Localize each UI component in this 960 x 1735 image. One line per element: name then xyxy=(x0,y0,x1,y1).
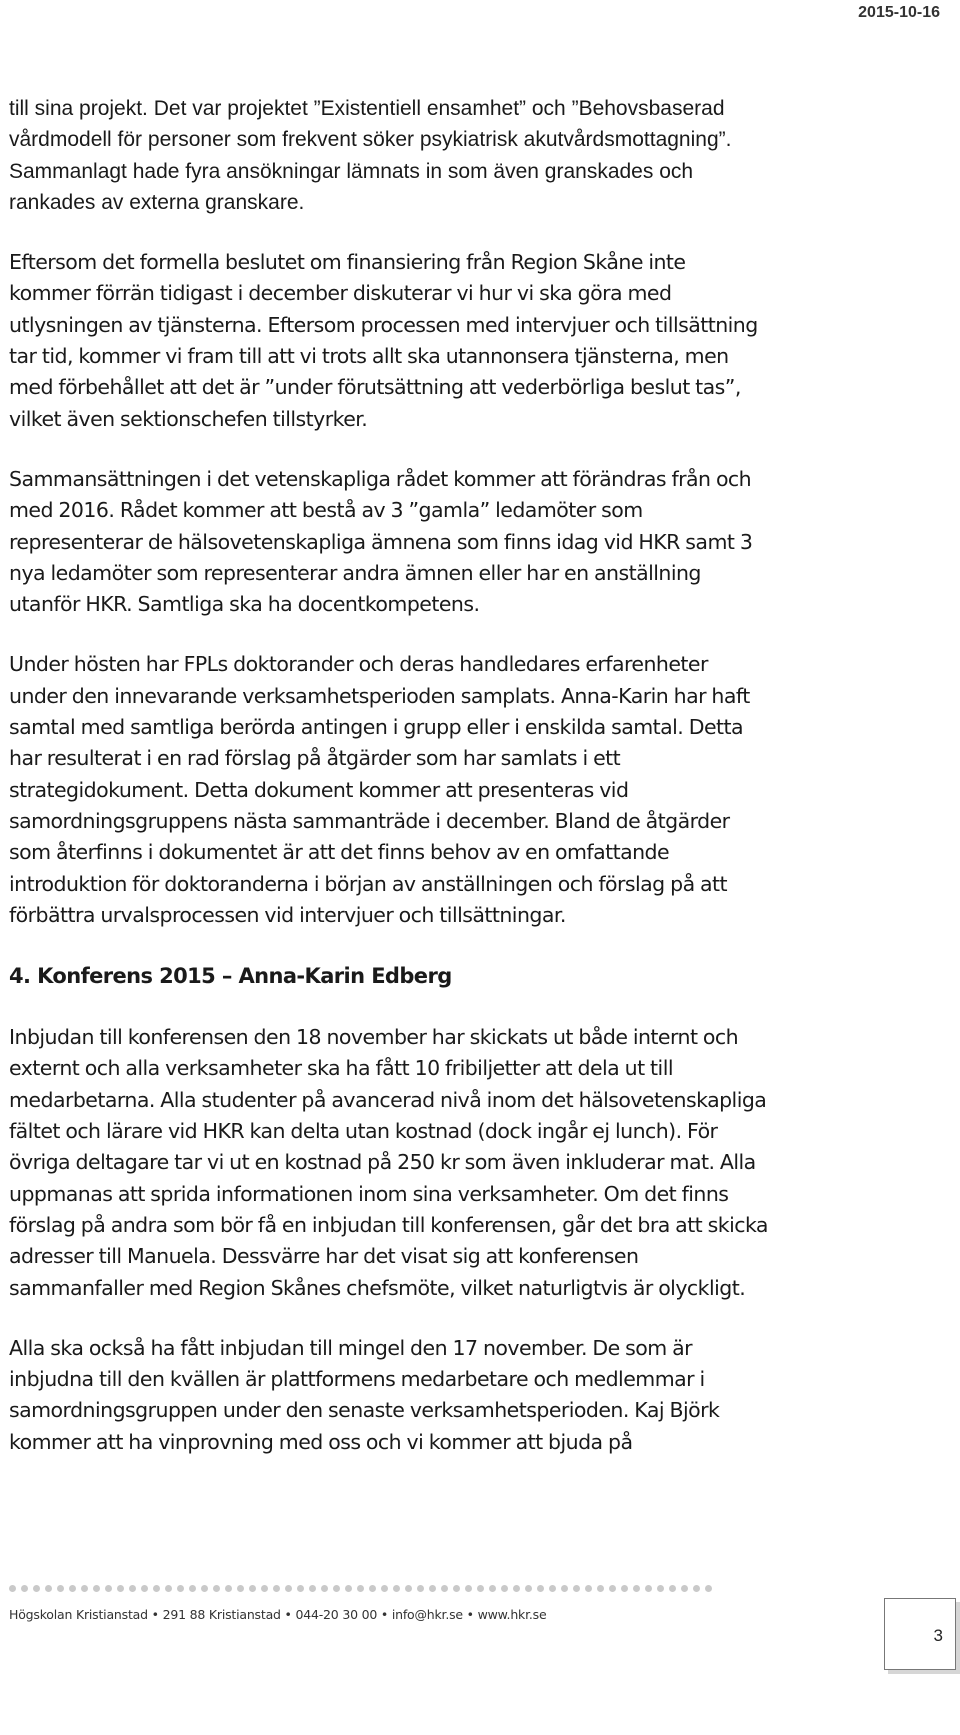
footer-dot xyxy=(105,1585,112,1592)
footer-dot xyxy=(429,1585,436,1592)
footer-dot-divider xyxy=(9,1585,712,1592)
paragraph-project-applications: till sina projekt. Det var projektet ”Existentiell ensamhet” och ”Behovsbaserad vårdmodell för personer som frekvent söker psykiatrisk akutvårdsmottagning”. Sammanlagt hade fyra ansökningar lämnats in som även granskades och rankades av externa granskare. xyxy=(9,97,732,214)
footer-dot xyxy=(357,1585,364,1592)
footer-dot xyxy=(525,1585,532,1592)
footer-dot xyxy=(201,1585,208,1592)
footer-dot xyxy=(249,1585,256,1592)
footer-dot xyxy=(693,1585,700,1592)
footer-dot xyxy=(657,1585,664,1592)
footer-dot xyxy=(273,1585,280,1592)
footer-dot xyxy=(669,1585,676,1592)
footer-dot xyxy=(261,1585,268,1592)
footer-dot xyxy=(381,1585,388,1592)
footer-dot xyxy=(57,1585,64,1592)
footer-dot xyxy=(153,1585,160,1592)
footer-address: Högskolan Kristianstad • 291 88 Kristianstad • 044-20 30 00 • info@hkr.se • www.hkr.se xyxy=(9,1607,547,1622)
footer-dot xyxy=(645,1585,652,1592)
paragraph-doctoral-students: Under hösten har FPLs doktorander och deras handledares erfarenheter under den innevarande verksamhetsperioden samplats. Anna-Karin har haft samtal med samtliga berörda antingen i grupp eller i enskilda samtal. Detta har resulterat i en rad förslag på åtgärder som har samlats i ett strategidokument. Detta dokument kommer att presenteras vid samordningsgruppens nästa sammanträde i december. Bland de åtgärder som återfinns i dokumentet är att det finns behov av en omfattande introduktion för doktoranderna i början av anställningen och förslag på att förbättra urvalsprocessen vid intervjuer och tillsättningar. xyxy=(9,652,750,927)
footer-dot xyxy=(441,1585,448,1592)
footer-dot xyxy=(177,1585,184,1592)
paragraph-scientific-council: Sammansättningen i det vetenskapliga rådet kommer att förändras från och med 2016. Rådet kommer att bestå av 3 ”gamla” ledamöter som representerar de hälsovetenskapliga ämnena som finns idag vid HKR samt 3 nya ledamöter som representerar andra ämnen eller har en anställning utanför HKR. Samtliga ska ha docentkompetens. xyxy=(9,466,753,617)
footer-dot xyxy=(345,1585,352,1592)
footer-dot xyxy=(333,1585,340,1592)
footer-dot xyxy=(285,1585,292,1592)
footer-dot xyxy=(417,1585,424,1592)
paragraph-conference-invitation: Inbjudan till konferensen den 18 november har skickats ut både internt och externt och alla verksamheter ska ha fått 10 fribiljetter att dela ut till medarbetarna. Alla studenter på avancerad nivå inom det hälsovetenskapliga fältet och lärare vid HKR kan delta utan kostnad (dock ingår ej lunch). För övriga deltagare tar vi ut en kostnad på 250 kr som även inkluderar mat. Alla uppmanas att sprida informationen inom sina verksamheter. Om det finns förslag på andra som bör få en inbjudan till konferensen, går det bra att skicka adresser till Manuela. Dessvärre har det visat sig att konferensen sammanfaller med Region Skånes chefsmöte, vilket naturligtvis är olyckligt. xyxy=(9,1025,768,1300)
footer-dot xyxy=(501,1585,508,1592)
footer-dot xyxy=(573,1585,580,1592)
footer-dot xyxy=(393,1585,400,1592)
footer-dot xyxy=(513,1585,520,1592)
paragraph-job-announcement: Eftersom det formella beslutet om finansiering från Region Skåne inte kommer förrän tidigast i december diskuterar vi hur vi ska göra med utlysningen av tjänsterna. Eftersom processen med intervjuer och tillsättning tar tid, kommer vi fram till att vi trots allt ska utannonsera tjänsterna, men med förbehållet att det är ”under förutsättning att vederbörliga beslut tas”, vilket även sektionschefen tillstyrker. xyxy=(9,250,758,431)
page-number: 3 xyxy=(933,1626,943,1645)
footer-dot xyxy=(225,1585,232,1592)
page-number-box xyxy=(884,1598,956,1670)
footer-dot xyxy=(309,1585,316,1592)
footer-dot xyxy=(561,1585,568,1592)
section-heading-conference: 4. Konferens 2015 – Anna-Karin Edberg xyxy=(9,964,452,989)
document-body xyxy=(9,93,769,1487)
footer-dot xyxy=(21,1585,28,1592)
footer-dot xyxy=(633,1585,640,1592)
footer-dot xyxy=(45,1585,52,1592)
footer-dot xyxy=(369,1585,376,1592)
footer-dot xyxy=(189,1585,196,1592)
footer-dot xyxy=(621,1585,628,1592)
footer-dot xyxy=(141,1585,148,1592)
footer-dot xyxy=(297,1585,304,1592)
footer-dot xyxy=(681,1585,688,1592)
footer-dot xyxy=(597,1585,604,1592)
footer-dot xyxy=(489,1585,496,1592)
footer-dot xyxy=(69,1585,76,1592)
footer-dot xyxy=(477,1585,484,1592)
footer-dot xyxy=(705,1585,712,1592)
paragraph-mingle-invitation: Alla ska också ha fått inbjudan till mingel den 17 november. De som är inbjudna till den kvällen är plattformens medarbetare och medlemmar i samordningsgruppen under den senaste verksamhetsperioden. Kaj Björk kommer att ha vinprovning med oss och vi kommer att bjuda på xyxy=(9,1335,720,1454)
footer-dot xyxy=(237,1585,244,1592)
footer-dot xyxy=(585,1585,592,1592)
footer-dot xyxy=(609,1585,616,1592)
footer-dot xyxy=(117,1585,124,1592)
footer-dot xyxy=(213,1585,220,1592)
footer-dot xyxy=(33,1585,40,1592)
footer-dot xyxy=(81,1585,88,1592)
document-date: 2015-10-16 xyxy=(858,4,940,21)
footer-dot xyxy=(549,1585,556,1592)
footer-dot xyxy=(9,1585,16,1592)
footer-dot xyxy=(537,1585,544,1592)
footer-dot xyxy=(453,1585,460,1592)
footer-dot xyxy=(321,1585,328,1592)
footer-dot xyxy=(165,1585,172,1592)
footer-dot xyxy=(129,1585,136,1592)
footer-dot xyxy=(465,1585,472,1592)
footer-dot xyxy=(93,1585,100,1592)
footer-dot xyxy=(405,1585,412,1592)
